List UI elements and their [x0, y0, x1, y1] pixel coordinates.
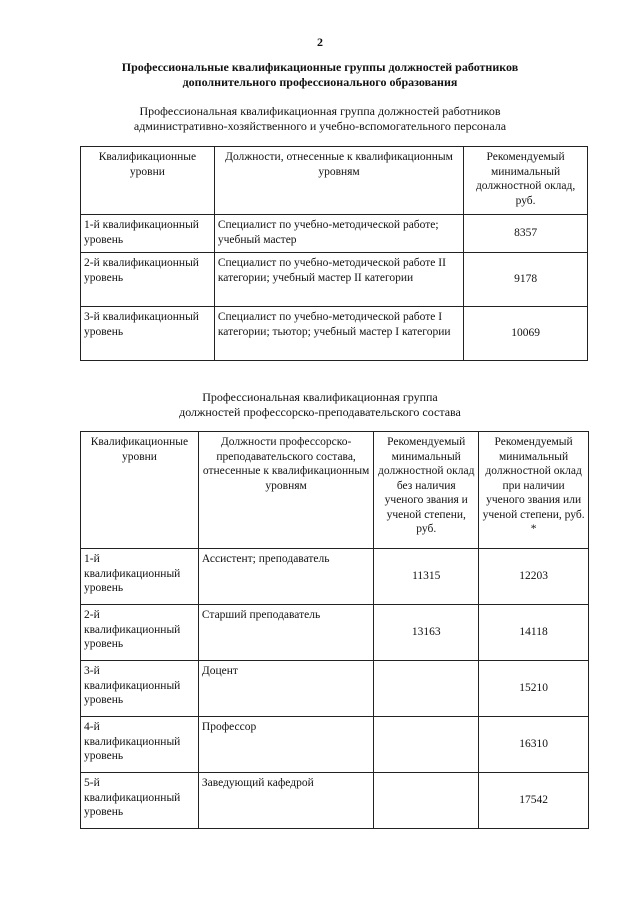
cell-level: 3-й квалификационный уровень	[81, 307, 215, 361]
cell-salary-without	[374, 717, 479, 773]
cell-level: 1-й квалификационный уровень	[81, 215, 215, 253]
cell-level: 2-й квалификационный уровень	[81, 253, 215, 307]
group2-table	[80, 431, 589, 829]
cell-positions: Специалист по учебно-методической работе I категории; тьютор; учебный мастер I категории	[214, 307, 463, 361]
group1-title-line1: Профессиональная квалификационная группа должностей работников	[139, 104, 501, 118]
table-row	[81, 661, 589, 717]
cell-salary-with: 16310	[479, 717, 589, 773]
cell-level: 3-й квалификационный уровень	[81, 661, 199, 717]
table-row	[81, 717, 589, 773]
group2-title-line2: должностей профессорско-преподавательского состава	[179, 405, 461, 419]
cell-positions: Профессор	[198, 717, 373, 773]
table-row	[81, 307, 588, 361]
cell-positions: Специалист по учебно-методической работе; учебный мастер	[214, 215, 463, 253]
main-title-line1: Профессиональные квалификационные группы должностей работников	[121, 60, 519, 74]
header-positions: Должности, отнесенные к квалификационным уровням	[214, 147, 463, 215]
table-row	[81, 253, 588, 307]
header-levels: Квалификационные уровни	[81, 147, 215, 215]
cell-salary-with: 12203	[479, 549, 589, 605]
header-salary-without-degree: Рекомендуемый минимальный должностной оклад без наличия ученого звания и ученой степени, руб.	[374, 432, 479, 549]
cell-salary-without: 13163	[374, 605, 479, 661]
cell-salary-without	[374, 661, 479, 717]
cell-level: 1-й квалификационный уровень	[81, 549, 199, 605]
table-row	[81, 549, 589, 605]
cell-positions: Ассистент; преподаватель	[198, 549, 373, 605]
cell-salary-with: 17542	[479, 773, 589, 829]
cell-level: 2-й квалификационный уровень	[81, 605, 199, 661]
cell-salary-without: 11315	[374, 549, 479, 605]
header-levels: Квалификационные уровни	[81, 432, 199, 549]
main-title-line2: дополнительного профессионального образования	[182, 75, 458, 89]
table-row	[81, 773, 589, 829]
group2-title-line1: Профессиональная квалификационная группа	[202, 390, 438, 404]
page-number: 2	[317, 35, 323, 49]
table-row	[81, 605, 589, 661]
cell-salary-with: 14118	[479, 605, 589, 661]
table-row	[81, 215, 588, 253]
cell-positions: Старший преподаватель	[198, 605, 373, 661]
cell-salary: 8357	[464, 215, 588, 253]
header-salary: Рекомендуемый минимальный должностной оклад, руб.	[464, 147, 588, 215]
header-salary-with-degree: Рекомендуемый минимальный должностной оклад при наличии ученого звания или ученой степени, руб. *	[479, 432, 589, 549]
cell-positions: Специалист по учебно-методической работе II категории; учебный мастер II категории	[214, 253, 463, 307]
table-header-row	[81, 147, 588, 215]
cell-salary: 9178	[464, 253, 588, 307]
cell-salary-with: 15210	[479, 661, 589, 717]
group1-table	[80, 146, 588, 361]
group1-title-line2: административно-хозяйственного и учебно-вспомогательного персонала	[133, 119, 507, 133]
cell-salary-without	[374, 773, 479, 829]
cell-level: 5-й квалификационный уровень	[81, 773, 199, 829]
cell-positions: Заведующий кафедрой	[198, 773, 373, 829]
header-positions: Должности профессорско-преподавательского состава, отнесенные к квалификационным уровням	[198, 432, 373, 549]
table-header-row	[81, 432, 589, 549]
cell-salary: 10069	[464, 307, 588, 361]
cell-level: 4-й квалификационный уровень	[81, 717, 199, 773]
cell-positions: Доцент	[198, 661, 373, 717]
